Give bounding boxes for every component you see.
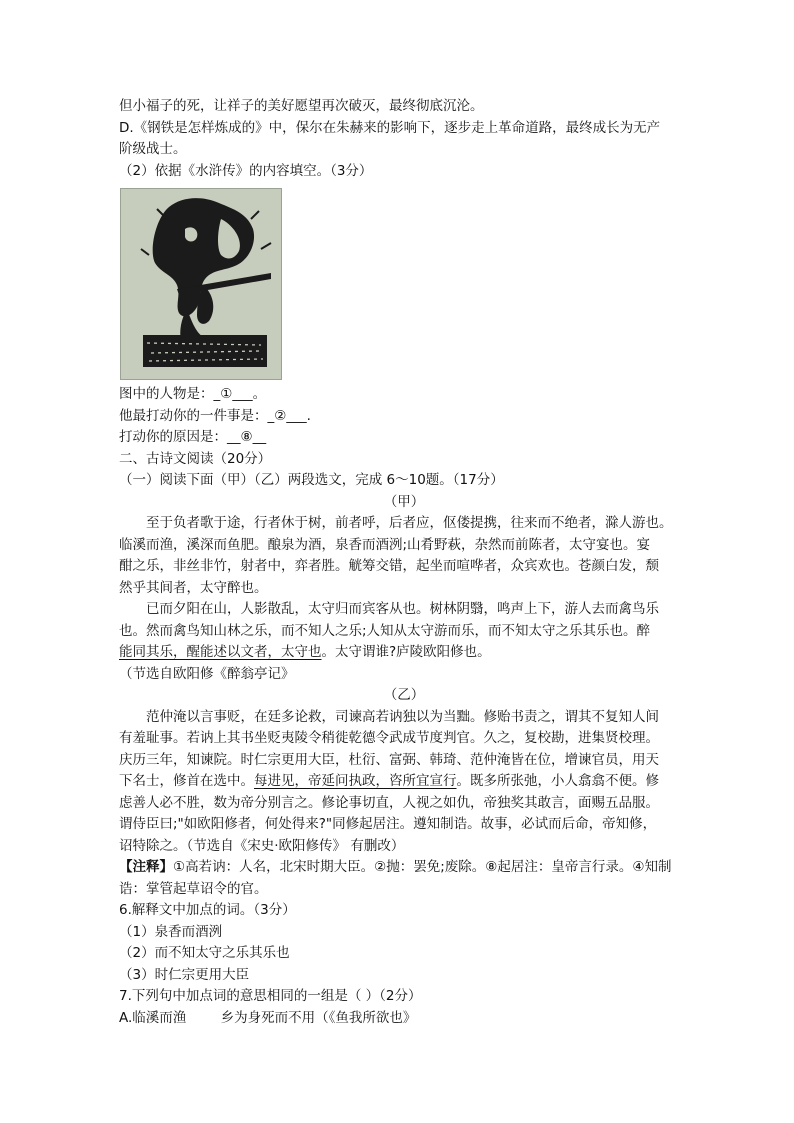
notes-line xyxy=(119,857,689,879)
passage-line: 范仲淹以言事贬，在廷多论救，司谏高若讷独以为当黜。修贻书责之，谓其不复知人间 xyxy=(146,708,659,725)
text-line: 他最打动你的一件事是：_②___. xyxy=(119,407,311,424)
woodcut-illustration xyxy=(120,188,282,380)
question-6: 6.解释文中加点的词。（3分） xyxy=(119,902,296,918)
question-7-option-a: A.临溪而渔 乡为身死而不用（《鱼我所欲也》 xyxy=(119,1009,417,1026)
notes-line: 诰：掌管起草诏令的官。 xyxy=(119,880,268,897)
underlined-sentence: 每进见，帝延问执政，咨所宜宣行 xyxy=(254,773,457,789)
passage-line: 虑善人必不胜，数为帝分别言之。修论事切直，人视之如仇，帝独奖其敢言，面赐五品服。 xyxy=(119,794,659,811)
question-6-item: （2）而不知太守之乐其乐也 xyxy=(119,945,290,961)
passage-line: 庆历三年，知谏院。时仁宗更用大臣，杜衍、富弼、韩琦、范仲淹皆在位，增谏官员，用天 xyxy=(119,751,659,768)
passage-line xyxy=(119,771,689,793)
text-line: 打动你的原因是：__⑧__ xyxy=(119,429,267,445)
passage-text: 。既多所张弛，小人翕翕不便。修 xyxy=(456,773,659,789)
passage-text: 下名士，修首在选中。 xyxy=(119,773,254,789)
question-2-heading: （2）依据《水浒传》的内容填空。（3分） xyxy=(119,162,373,179)
subsection-heading: （一）阅读下面（甲）（乙）两段选文，完成 6～10题。（17分） xyxy=(119,472,504,488)
passage-line: 诏特除之。（节选自《宋史·欧阳修传》 有删改） xyxy=(119,837,405,854)
passage-line: 也。然而禽鸟知山林之乐，而不知人之乐;人知从太守游而乐，而不知太守之乐其乐也。醉 xyxy=(119,622,651,639)
text-line: 但小福子的死，让祥子的美好愿望再次破灭，最终彻底沉沦。 xyxy=(119,98,484,114)
passage-line: 已而夕阳在山，人影散乱，太守归而宾客从也。树林阴翳，鸣声上下，游人去而禽鸟乐 xyxy=(146,601,659,617)
passage-line: 酣之乐，非丝非竹，射者中，弈者胜。觥筹交错，起坐而喧哗者，众宾欢也。苍颜白发，颓 xyxy=(119,558,659,574)
passage-yi-title: （乙） xyxy=(383,687,425,703)
question-6-item: （1）泉香而酒洌 xyxy=(119,923,223,940)
passage-line xyxy=(119,642,689,664)
underlined-sentence: 能同其乐，醒能述以文者，太守也 xyxy=(119,644,322,660)
question-6-item: （3）时仁宗更用大臣 xyxy=(119,966,250,983)
passage-jia-title: （甲） xyxy=(383,493,425,510)
passage-line: 然乎其间者，太守醉也。 xyxy=(119,579,268,596)
woodcut-image xyxy=(121,189,281,379)
passage-line: 谓侍臣曰;"如欧阳修者，何处得来?"同修起居注。遵知制诰。故事，必试而后命，帝知修， xyxy=(119,816,657,832)
passage-source: （节选自欧阳修《醉翁亭记》 xyxy=(119,665,295,682)
text-line: D.《钢铁是怎样炼成的》中，保尔在朱赫来的影响下，逐步走上革命道路，最终成长为无产 xyxy=(119,119,661,136)
notes-text: ①高若讷：人名，北宋时期大臣。②抛：罢免;废除。⑧起居注：皇帝言行录。④知制 xyxy=(173,859,672,875)
text-line: 图中的人物是：_①___。 xyxy=(119,386,267,402)
document-content xyxy=(119,96,689,1029)
passage-text: 。太守谓谁?庐陵欧阳修也。 xyxy=(321,644,491,660)
question-7: 7.下列句中加点词的意思相同的一组是（ ）（2分） xyxy=(119,988,422,1004)
passage-line: 有羞耻事。若讷上其书坐贬夷陵令稍徙乾德令武成节度判官。久之，复校勘，进集贤校理。 xyxy=(119,730,659,746)
text-line: 阶级战士。 xyxy=(119,141,187,157)
passage-line: 至于负者歌于途，行者休于树，前者呼，后者应，伛偻提携，往来而不绝者，滁人游也。 xyxy=(146,515,673,531)
section-heading: 二、古诗文阅读（20分） xyxy=(119,450,272,467)
passage-line: 临溪而渔，溪深而鱼肥。酿泉为酒，泉香而酒洌;山肴野萩，杂然而前陈者，太守宴也。宴 xyxy=(119,536,651,553)
notes-label: 【注释】 xyxy=(119,859,173,875)
